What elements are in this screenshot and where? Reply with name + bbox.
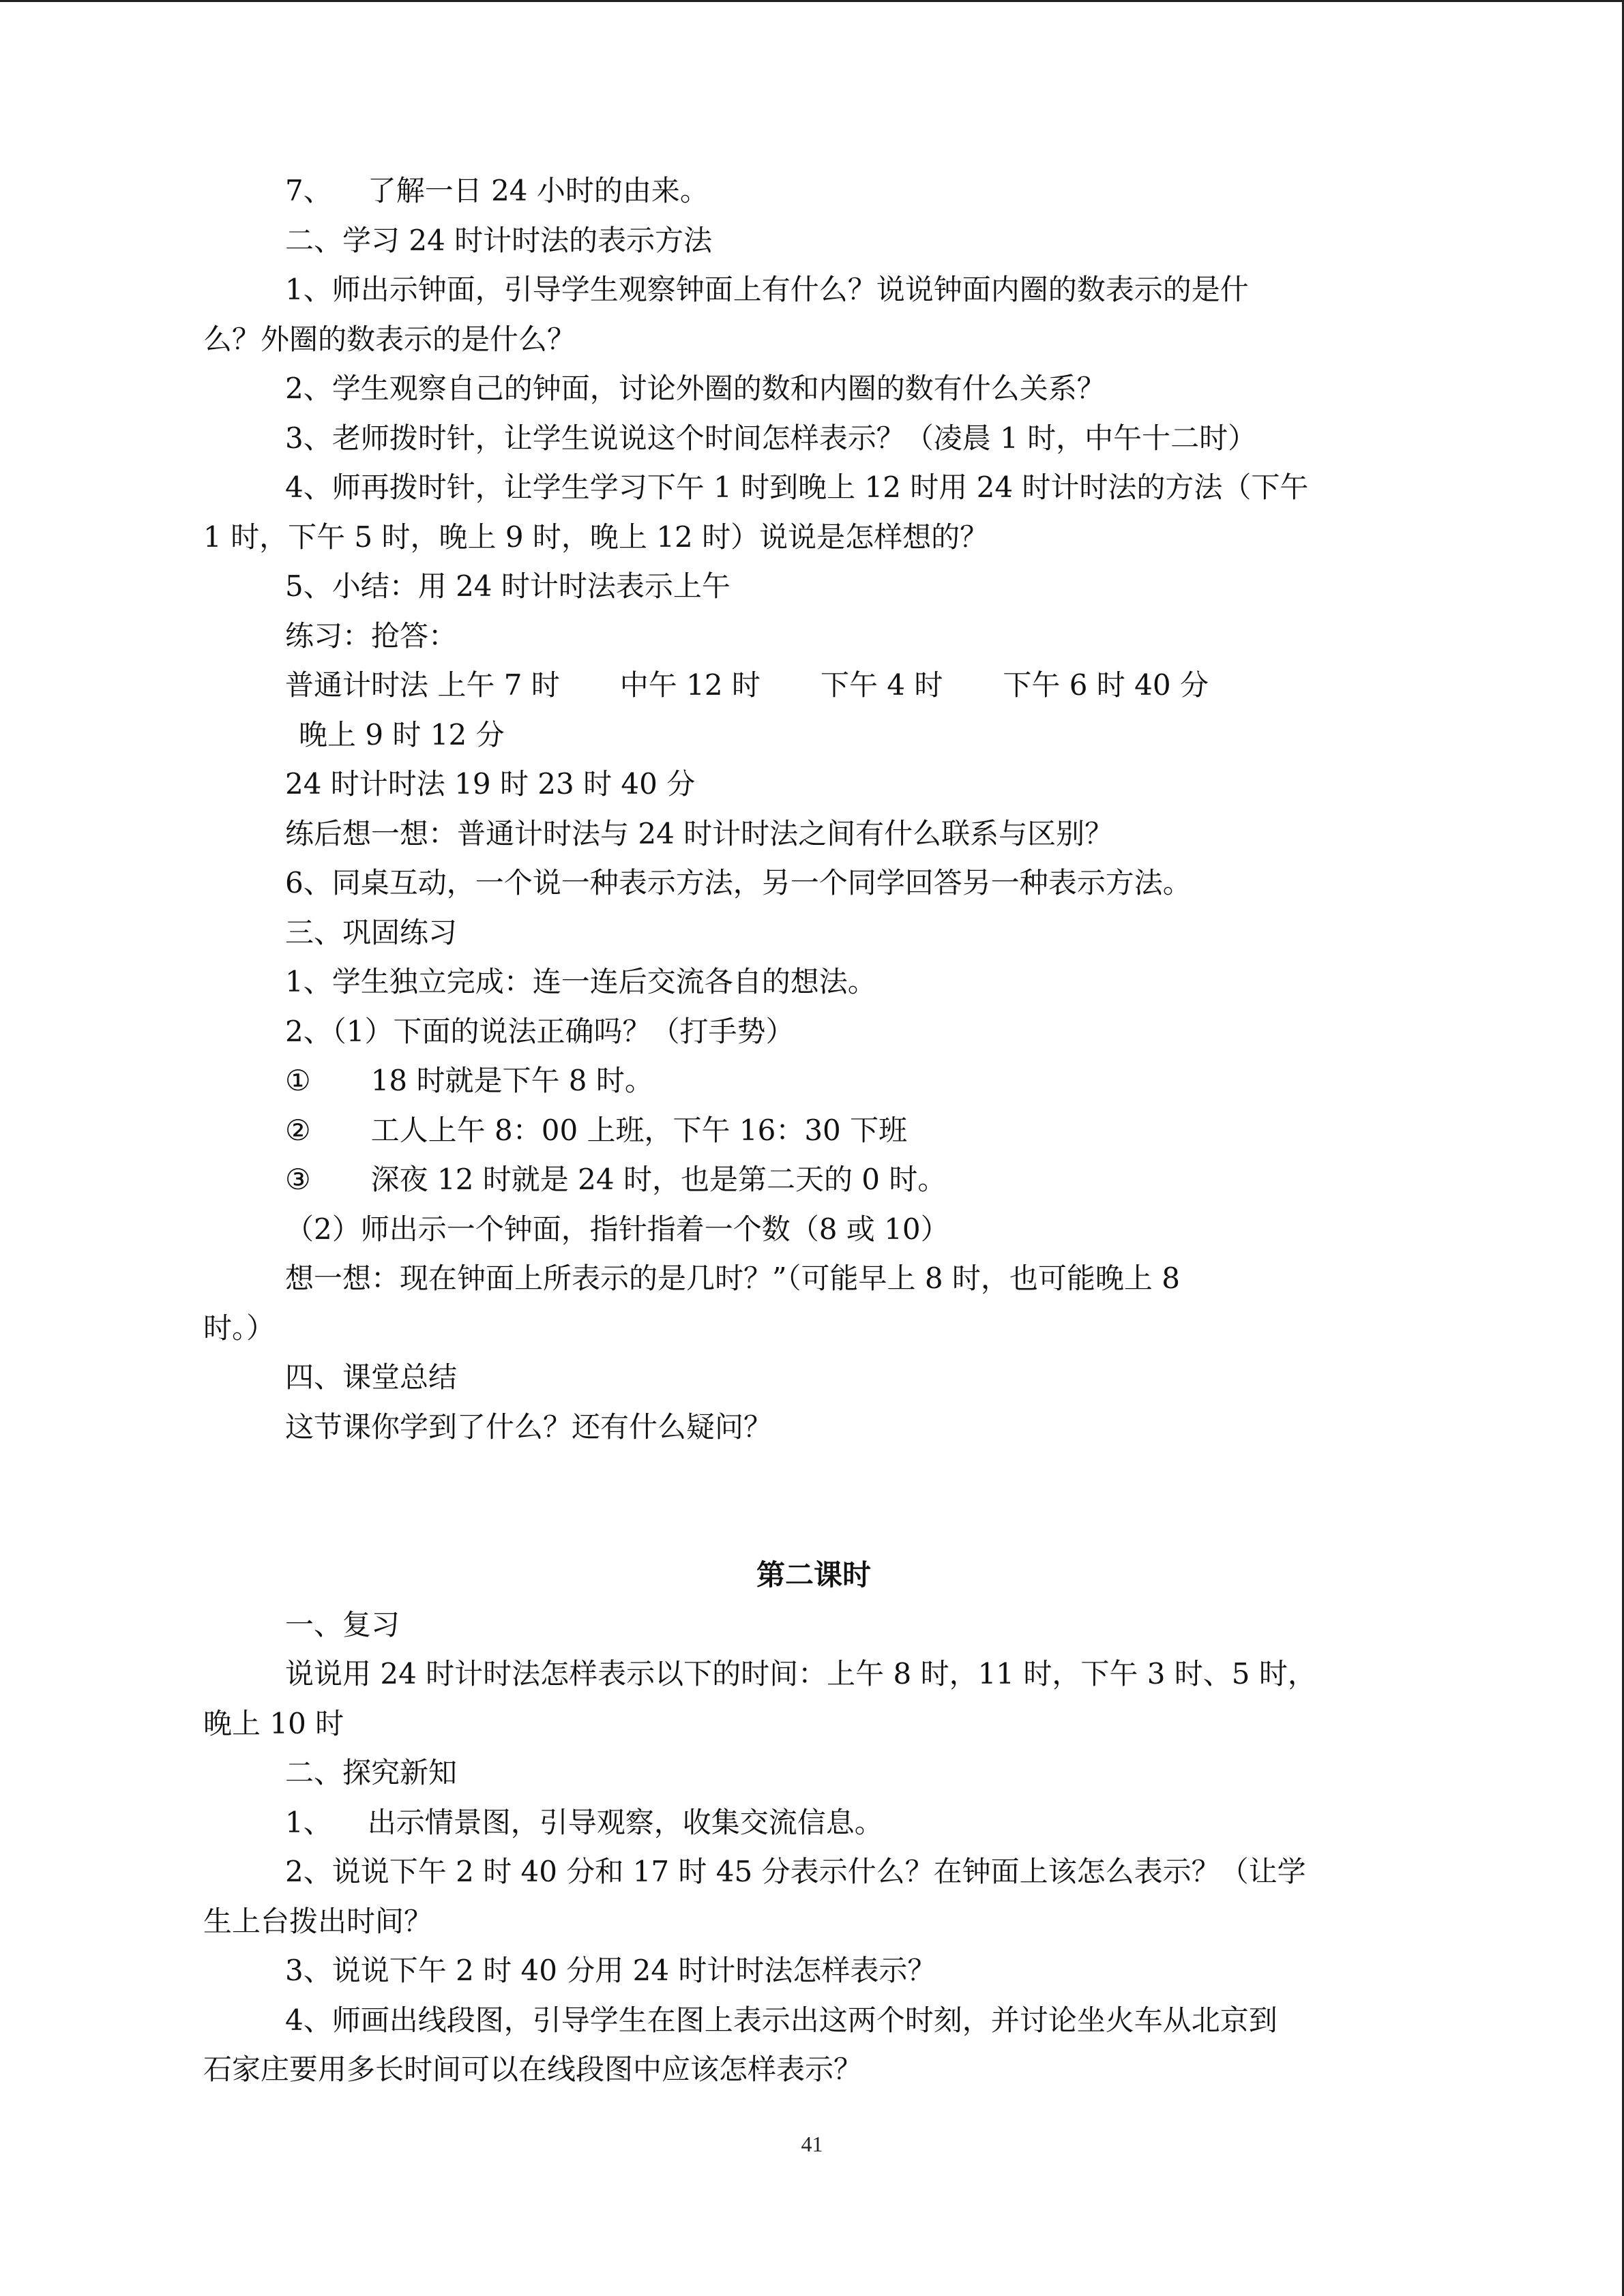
statement-3 bbox=[203, 1155, 1424, 1205]
think-question-line-2: 时。） bbox=[203, 1311, 276, 1345]
statement-1 bbox=[203, 1056, 1424, 1106]
paragraph-1-line-2: 么？外圈的数表示的是什么？ bbox=[203, 322, 576, 356]
paragraph-5: 5、小结：用 24 时计时法表示上午 bbox=[285, 569, 730, 603]
summary-question: 这节课你学到了什么？还有什么疑问？ bbox=[285, 1410, 773, 1444]
explore-item-2-line-2: 生上台拨出时间？ bbox=[203, 1904, 433, 1938]
item-number: 7、 bbox=[285, 174, 332, 207]
review-text-line-1: 说说用 24 时计时法怎样表示以下的时间：上午 8 时，11 时，下午 3 时、5 时， bbox=[285, 1657, 1316, 1690]
statement-number: ② bbox=[285, 1113, 311, 1147]
practice-label: 练习：抢答： bbox=[285, 618, 458, 653]
statement-2 bbox=[203, 1106, 1424, 1156]
section-heading-2: 二、学习 24 时计时法的表示方法 bbox=[285, 223, 713, 257]
practice-cell: 下午 6 时 40 分 bbox=[1003, 668, 1209, 702]
practice-row-continued: 晚上 9 时 12 分 bbox=[299, 717, 505, 751]
paragraph-3: 3、老师拨时针，让学生说说这个时间怎样表示？（凌晨 1 时，中午十二时） bbox=[285, 421, 1257, 455]
practice-cell: 下午 4 时 bbox=[820, 668, 943, 702]
paragraph-6: 6、同桌互动，一个说一种表示方法，另一个同学回答另一种表示方法。 bbox=[285, 866, 1192, 899]
practice-row-24h-time: 24 时计时法 19 时 23 时 40 分 bbox=[285, 767, 696, 801]
practice-cell: 普通计时法 上午 7 时 bbox=[285, 668, 560, 702]
exercise-1: 1、学生独立完成：连一连后交流各自的想法。 bbox=[285, 965, 876, 998]
statement-text: 工人上午 8：00 上班，下午 16：30 下班 bbox=[370, 1113, 908, 1147]
document-body bbox=[203, 166, 1424, 2095]
paragraph-1-line-1: 1、师出示钟面，引导学生观察钟面上有什么？说说钟面内圈的数表示的是什 bbox=[285, 273, 1249, 306]
practice-row-normal-time bbox=[203, 661, 1424, 711]
section-heading-3: 三、巩固练习 bbox=[285, 915, 458, 949]
statement-text: 深夜 12 时就是 24 时，也是第二天的 0 时。 bbox=[370, 1163, 947, 1196]
lesson-2-title: 第二课时 bbox=[756, 1558, 871, 1592]
paragraph-4-line-2: 1 时，下午 5 时，晚上 9 时，晚上 12 时）说说是怎样想的？ bbox=[203, 520, 989, 554]
statement-number: ③ bbox=[285, 1163, 311, 1196]
exercise-2-part-1: 2、（1）下面的说法正确吗？（打手势） bbox=[285, 1014, 795, 1048]
item-number: 1、 bbox=[285, 1805, 332, 1839]
section-heading-4: 四、课堂总结 bbox=[285, 1360, 458, 1394]
statement-number: ① bbox=[285, 1064, 311, 1097]
exercise-2-part-2: （2）师出示一个钟面，指针指着一个数（8 或 10） bbox=[285, 1212, 949, 1246]
section-spacer bbox=[203, 1452, 1424, 1551]
think-question-line-1: 想一想：现在钟面上所表示的是几时？”（可能早上 8 时，也可能晚上 8 bbox=[285, 1262, 1180, 1295]
item-text: 出示情景图，引导观察，收集交流信息。 bbox=[367, 1805, 883, 1839]
top-border-line bbox=[0, 0, 1624, 2]
statement-text: 18 时就是下午 8 时。 bbox=[370, 1064, 653, 1097]
item-text: 了解一日 24 小时的由来。 bbox=[367, 174, 709, 207]
page-number: 41 bbox=[801, 2132, 823, 2156]
review-heading: 一、复习 bbox=[285, 1607, 400, 1641]
review-text-line-2: 晚上 10 时 bbox=[203, 1706, 344, 1740]
explore-item-4-line-1: 4、师画出线段图，引导学生在图上表示出这两个时刻，并讨论坐火车从北京到 bbox=[285, 2003, 1278, 2037]
explore-item-4-line-2: 石家庄要用多长时间可以在线段图中应该怎样表示？ bbox=[203, 2053, 863, 2086]
explore-heading: 二、探究新知 bbox=[285, 1756, 458, 1789]
paragraph-item-7 bbox=[203, 166, 1424, 216]
explore-item-1 bbox=[203, 1798, 1424, 1848]
reflection-question: 练后想一想：普通计时法与 24 时计时法之间有什么联系与区别？ bbox=[285, 816, 1114, 850]
explore-item-2-line-1: 2、说说下午 2 时 40 分和 17 时 45 分表示什么？在钟面上该怎么表示？（让学 bbox=[285, 1855, 1306, 1888]
explore-item-3: 3、说说下午 2 时 40 分用 24 时计时法怎样表示？ bbox=[285, 1954, 936, 1987]
paragraph-2: 2、学生观察自己的钟面，讨论外圈的数和内圈的数有什么关系？ bbox=[285, 372, 1106, 405]
practice-cell: 中午 12 时 bbox=[619, 668, 761, 702]
paragraph-4-line-1: 4、师再拨时针，让学生学习下午 1 时到晚上 12 时用 24 时计时法的方法（下午 bbox=[285, 471, 1309, 504]
